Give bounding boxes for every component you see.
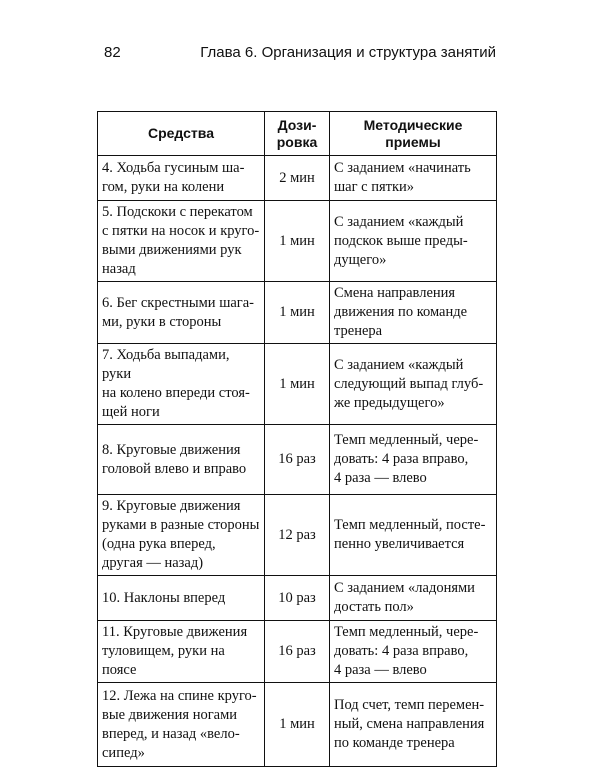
means-cell: 10. Наклоны вперед bbox=[98, 576, 265, 621]
table-row bbox=[98, 621, 497, 683]
method-cell: С заданием «ладонями достать пол» bbox=[330, 576, 497, 621]
column-header-means: Средства bbox=[98, 112, 265, 156]
method-cell: Темп медленный, чере- довать: 4 раза вправо, 4 раза — влево bbox=[330, 425, 497, 495]
means-cell: 6. Бег скрестными шага- ми, руки в стороны bbox=[98, 282, 265, 344]
means-cell: 11. Круговые движения туловищем, руки на поясе bbox=[98, 621, 265, 683]
exercise-table bbox=[97, 111, 497, 767]
means-cell: 12. Лежа на спине круго- вые движения ногами вперед, и назад «вело- сипед» bbox=[98, 683, 265, 767]
table-header-row bbox=[98, 112, 497, 156]
table-row bbox=[98, 156, 497, 201]
table-row bbox=[98, 201, 497, 282]
means-cell: 7. Ходьба выпадами, руки на колено впереди стоя- щей ноги bbox=[98, 344, 265, 425]
dose-cell: 2 мин bbox=[265, 156, 330, 201]
method-cell: Темп медленный, чере- довать: 4 раза вправо, 4 раза — влево bbox=[330, 621, 497, 683]
table-row bbox=[98, 425, 497, 495]
column-header-dose: Дози- ровка bbox=[265, 112, 330, 156]
dose-cell: 10 раз bbox=[265, 576, 330, 621]
method-cell: С заданием «каждый подскок выше преды- дущего» bbox=[330, 201, 497, 282]
page-header bbox=[104, 44, 496, 61]
means-cell: 9. Круговые движения руками в разные стороны (одна рука вперед, другая — назад) bbox=[98, 495, 265, 576]
means-cell: 5. Подскоки с перекатом с пятки на носок и круго- выми движениями рук назад bbox=[98, 201, 265, 282]
dose-cell: 16 раз bbox=[265, 425, 330, 495]
chapter-title: Глава 6. Организация и структура занятий bbox=[200, 44, 496, 61]
method-cell: Смена направления движения по команде тренера bbox=[330, 282, 497, 344]
method-cell: Под счет, темп перемен- ный, смена направления по команде тренера bbox=[330, 683, 497, 767]
table-row bbox=[98, 344, 497, 425]
dose-cell: 1 мин bbox=[265, 344, 330, 425]
table-row bbox=[98, 282, 497, 344]
dose-cell: 16 раз bbox=[265, 621, 330, 683]
dose-cell: 1 мин bbox=[265, 201, 330, 282]
table-row bbox=[98, 576, 497, 621]
dose-cell: 12 раз bbox=[265, 495, 330, 576]
method-cell: Темп медленный, посте- пенно увеличивается bbox=[330, 495, 497, 576]
table-row bbox=[98, 495, 497, 576]
method-cell: С заданием «начинать шаг с пятки» bbox=[330, 156, 497, 201]
means-cell: 8. Круговые движения головой влево и вправо bbox=[98, 425, 265, 495]
table-row bbox=[98, 683, 497, 767]
means-cell: 4. Ходьба гусиным ша- гом, руки на колени bbox=[98, 156, 265, 201]
column-header-method: Методические приемы bbox=[330, 112, 497, 156]
dose-cell: 1 мин bbox=[265, 683, 330, 767]
method-cell: С заданием «каждый следующий выпад глуб- же предыдущего» bbox=[330, 344, 497, 425]
page-number: 82 bbox=[104, 44, 121, 61]
dose-cell: 1 мин bbox=[265, 282, 330, 344]
